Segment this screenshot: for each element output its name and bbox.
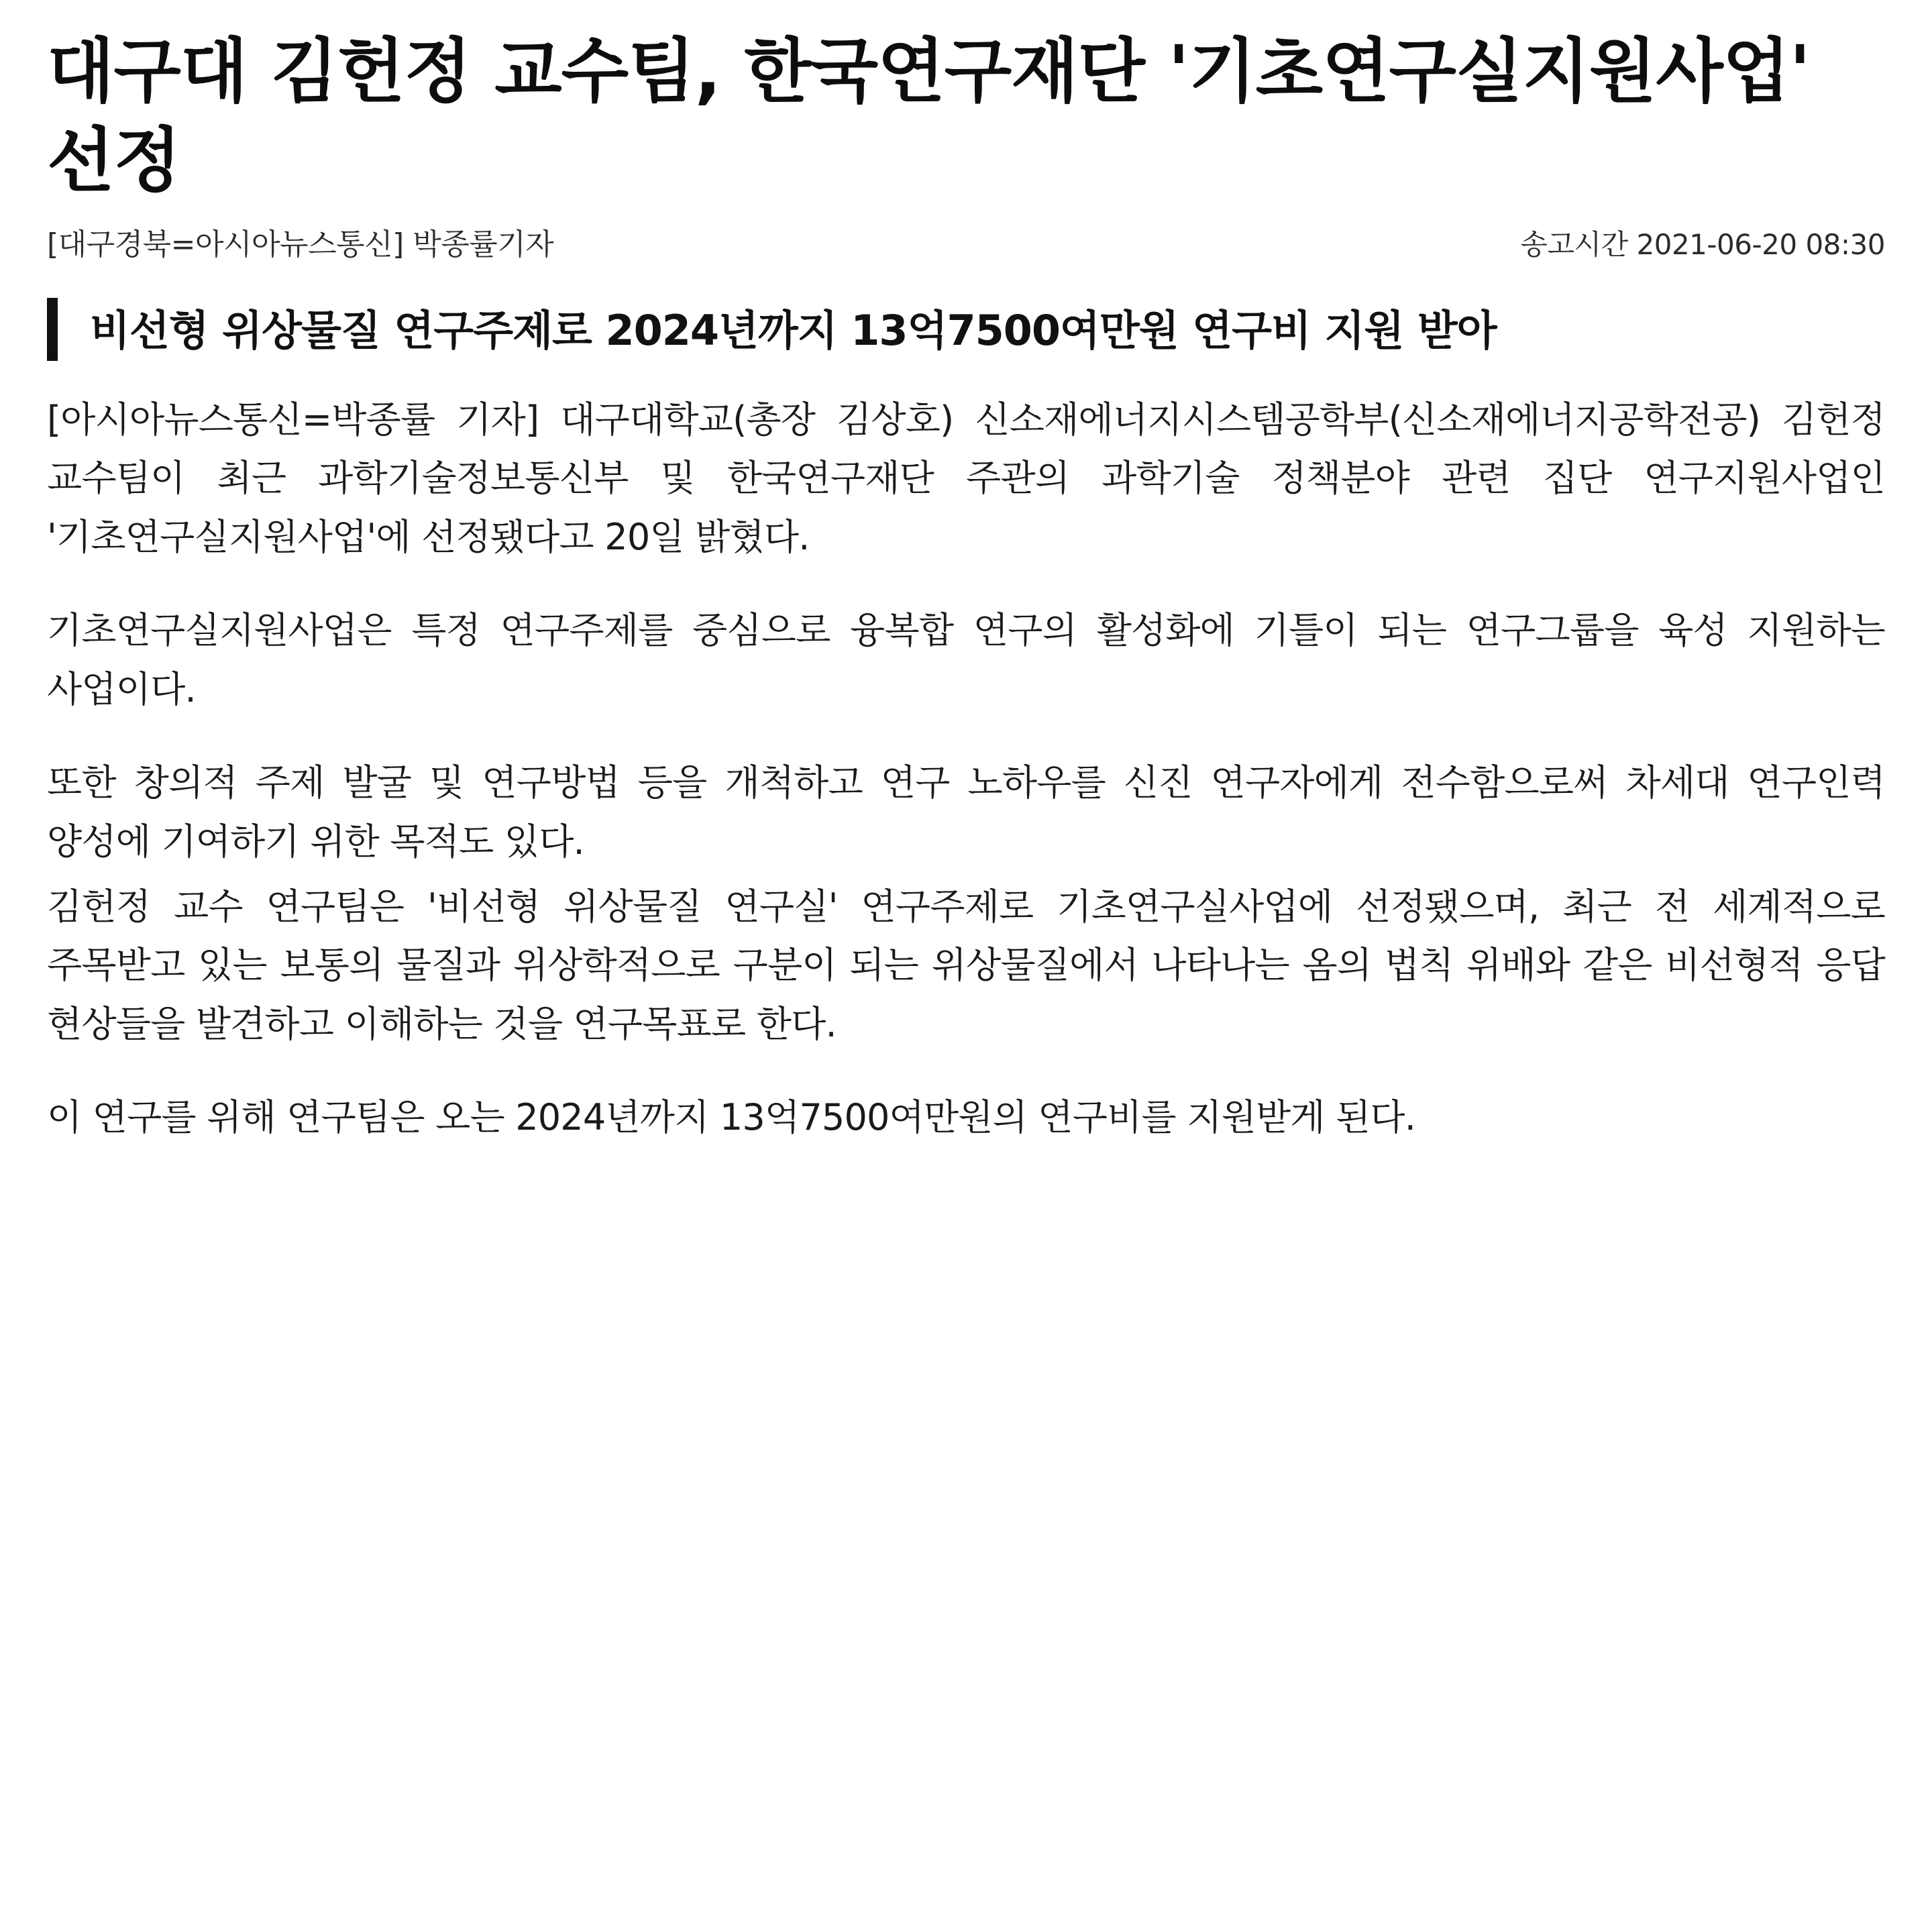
subheadline-block — [47, 298, 1885, 361]
article-paragraph: 기초연구실지원사업은 특정 연구주제를 중심으로 융복합 연구의 활성화에 기틀이 되는 연구그룹을 육성 지원하는 사업이다. — [47, 609, 1885, 710]
page-title: 대구대 김헌정 교수팀, 한국연구재단 '기초연구실지원사업' 선정 — [47, 30, 1811, 202]
article-paragraph: 김헌정 교수 연구팀은 '비선형 위상물질 연구실' 연구주제로 기초연구실사업에 선정됐으며, 최근 전 세계적으로 주목받고 있는 보통의 물질과 위상학적으로 구분이 되는 위상물질에서 나타나는 옴의 법칙 위배와 같은 비선형적 응답 현상들을 발견하고 이해하는 것을 연구목표로 한다. — [47, 885, 1885, 1045]
subheadline: 비선형 위상물질 연구주제로 2024년까지 13억7500여만원 연구비 지원 받아 — [90, 305, 1497, 355]
byline: [대구경북=아시아뉴스통신] 박종률기자 — [47, 227, 554, 262]
article-paragraph: 이 연구를 위해 연구팀은 오는 2024년까지 13억7500여만원의 연구비를 지원받게 된다. — [47, 1096, 1416, 1139]
accent-bar — [47, 298, 58, 361]
article-paragraph: [아시아뉴스통신=박종률 기자] 대구대학교(총장 김상호) 신소재에너지시스템공학부(신소재에너지공학전공) 김헌정 교수팀이 최근 과학기술정보통신부 및 한국연구재단 주관의 과학기술 정책분야 관련 집단 연구지원사업인 '기초연구실지원사업'에 선정됐다고 20일 밝혔다. — [47, 398, 1885, 558]
article-body — [47, 390, 1885, 1147]
byline-row — [47, 224, 1885, 278]
publish-timestamp: 송고시간 2021-06-20 08:30 — [1520, 228, 1885, 262]
article-paragraph: 또한 창의적 주제 발굴 및 연구방법 등을 개척하고 연구 노하우를 신진 연구자에게 전수함으로써 차세대 연구인력 양성에 기여하기 위한 목적도 있다. — [47, 761, 1885, 863]
